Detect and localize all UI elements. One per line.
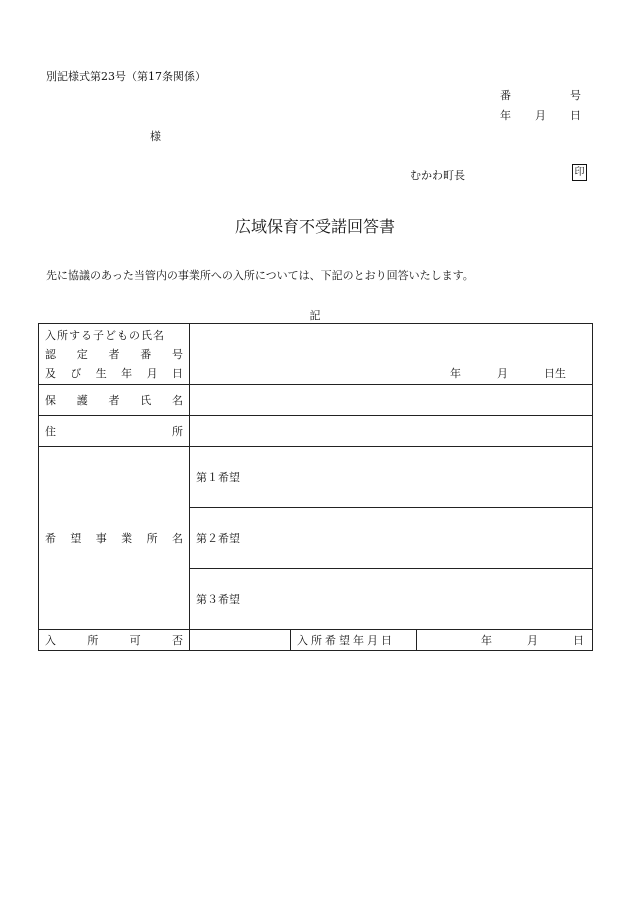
addressee-honorific: 様: [150, 130, 161, 143]
address-field[interactable]: [190, 416, 593, 447]
body-text: 先に協議のあった当管内の事業所への入所については、下記のとおり回答いたします。: [46, 269, 474, 282]
hope-1-field[interactable]: 第１希望: [190, 447, 593, 508]
child-name-label: 入所する子どもの氏名: [45, 328, 165, 342]
desired-date-field[interactable]: [417, 630, 593, 651]
child-info-field[interactable]: [190, 324, 593, 385]
number-suffix: 号: [570, 89, 581, 102]
date-month-label: 月: [535, 109, 546, 122]
cert-number-label: 認 定 者 番 号: [45, 347, 183, 361]
admission-field[interactable]: [190, 630, 291, 651]
admission-label: 入 所 可 否: [39, 630, 190, 651]
document-title: 広域保育不受諾回答書: [234, 217, 395, 236]
date-year-label: 年: [500, 109, 511, 122]
child-info-row: [39, 324, 593, 385]
child-info-label: [39, 324, 190, 385]
number-label: 番: [500, 89, 511, 102]
date-day-label: 日: [570, 109, 581, 122]
guardian-row: [39, 385, 593, 416]
guardian-label: 保 護 者 氏 名: [39, 385, 190, 416]
address-row: [39, 416, 593, 447]
hope-3-field[interactable]: 第３希望: [190, 569, 593, 630]
ki-heading: 記: [309, 309, 321, 322]
seal-stamp: 印: [572, 164, 587, 181]
address-label: 住 所: [39, 416, 190, 447]
hope-office-label: 希 望 事 業 所 名: [39, 447, 190, 630]
hope-1-row: [39, 447, 593, 508]
desired-date-placeholder: 年 月 日: [481, 634, 584, 647]
desired-date-label: 入所希望年月日: [291, 630, 417, 651]
birthdate-label: 及 び 生 年 月 日: [45, 366, 183, 380]
birthdate-placeholder: 年 月 日生: [450, 367, 566, 380]
form-number: 別記様式第23号（第17条関係）: [46, 70, 206, 83]
admission-row: [39, 630, 593, 651]
guardian-field[interactable]: [190, 385, 593, 416]
response-form-table: [38, 323, 593, 651]
issuer-name: むかわ町長: [410, 169, 465, 182]
hope-2-field[interactable]: 第２希望: [190, 508, 593, 569]
